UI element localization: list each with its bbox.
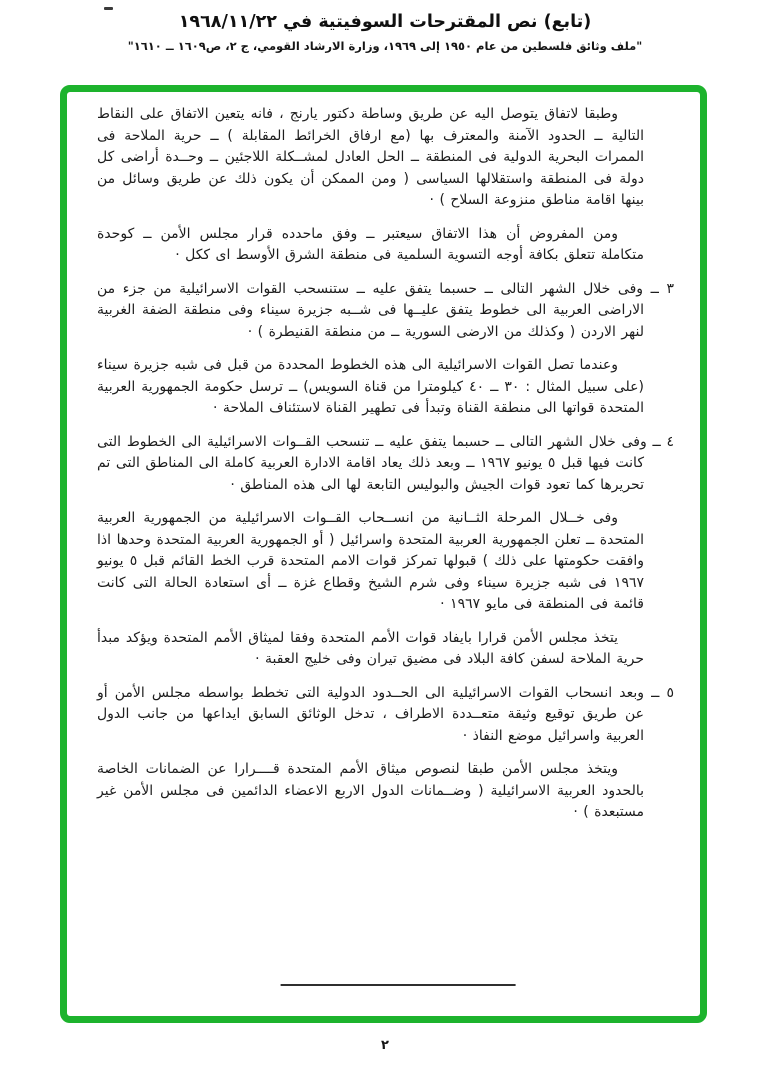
document-source-citation: "ملف وثائق فلسطين من عام ١٩٥٠ إلى ١٩٦٩، وزارة الارشاد القومي، ج ٢، ص١٦٠٩ ــ ١٦١٠" [127, 39, 643, 53]
document-numbered-paragraph: ٥ ــ وبعد انسحاب القوات الاسرائيلية الى الحــدود الدولية التى تخطط بواسطه مجلس الأمن أو عن طريق توقيع وثيقة متعــددة الاطراف ، تدخل الوثائق السابق ايداعها من جانب الدول العربية واسرائيل موضع النفاذ · [97, 684, 674, 744]
document-title: (تابع) نص المقترحات السوفيتية في ١٩٦٨/١١/٢٢ [178, 12, 592, 32]
document-paragraph: يتخذ مجلس الأمن قرارا بايفاد قوات الأمم المتحدة وفقا لميثاق الأمم المتحدة ويؤكد مبدأ حرية الملاحة لسفن كافة البلاد فى مضيق تيران وفى خليج العقبة · [97, 629, 644, 667]
document-paragraph: وعندما تصل القوات الاسرائيلية الى هذه الخطوط المحددة من قبل فى شبه جزيرة سيناء (على سبيل المثال : ٣٠ ــ ٤٠ كيلومترا من قناة السويس) ــ ترسل حكومة الجمهورية العربية المتحدة قواتها الى منطقة القناة وتبدأ فى تطهير القناة لاستئناف الملاحة · [97, 357, 644, 416]
item-number: ٣ [666, 280, 674, 297]
item-number: ٥ [666, 684, 674, 701]
document-paragraph: وفى خــلال المرحلة الثــانية من انســحاب القــوات الاسرائيلية من الجمهورية العربية المتحدة ــ تعلن الجمهورية العربية المتحدة واسرائيل ( أو الجمهورية العربية المتحدة وحدها اذا وافقت حكومتها على ذلك ) قبولها تمركز قوات الامم المتحدة قرب الخط القائم قبل ٥ يونيو ١٩٦٧ فى شبه جزيرة سيناء وفى شرم الشيخ وقطاع غزة ــ أى استعادة الحالة التى كانت قائمة فى المنطقة فى مايو ١٩٦٧ · [97, 510, 645, 612]
document-numbered-paragraph: ٣ ــ وفى خلال الشهر التالى ــ حسبما يتفق عليه ــ ستنسحب القوات الاسرائيلية من جزء من الاراضى العربية الى خطوط يتفق عليــها فى شــبه جزيرة سيناء وفى منطقة الضفة الغربية لنهر الاردن ( وكذلك من الارضى السورية ــ من منطقة القنيطرة ) · [97, 280, 674, 340]
green-highlight-frame [60, 85, 707, 1023]
page-header [0, 12, 770, 53]
document-paragraph: ويتخذ مجلس الأمن طبقا لنصوص ميثاق الأمم المتحدة قــــرارا عن الضمانات الخاصة بالحدود العربية الاسرائيلية ( وضــمانات الدول الاربع الاعضاء الدائمين فى مجلس الأمن غير مستبعدة ) · [97, 761, 644, 820]
footnote-divider-line [280, 984, 515, 986]
item-number: ٤ [666, 433, 674, 450]
paragraph-text: وفى خلال الشهر التالى ــ حسبما يتفق عليه ــ ستنسحب القوات الاسرائيلية من جزء من الاراضى العربية الى خطوط يتفق عليــها فى شــبه جزيرة سيناء وفى منطقة الضفة الغربية لنهر الاردن ( وكذلك من الارضى السورية ــ من منطقة القنيطرة ) · [97, 280, 644, 340]
paragraph-text: وبعد انسحاب القوات الاسرائيلية الى الحــدود الدولية التى تخطط بواسطه مجلس الأمن أو عن طريق توقيع وثيقة متعــددة الاطراف ، تدخل الوثائق السابق ايداعها من جانب الدول العربية واسرائيل موضع النفاذ · [97, 684, 645, 744]
scan-artifact-mark [104, 7, 113, 10]
page-number: ٢ [381, 1038, 389, 1053]
document-body [67, 98, 700, 976]
paragraph-text: وفى خلال الشهر التالى ــ حسبما يتفق عليه ــ تنسحب القــوات الاسرائيلية الى الخطوط التى كانت فيها قبل ٥ يونيو ١٩٦٧ ــ وبعد ذلك يعاد اقامة الادارة العربية كاملة الى المناطق التى تم تحريرها كما تعود قوات الجيش والبوليس التابعة لها الى هذه المناطق · [97, 433, 647, 493]
document-paragraph: وطبقا لاتفاق يتوصل اليه عن طريق وساطة دكتور يارنج ، فانه يتعين الاتفاق على النقاط التالية ــ الحدود الآمنة والمعترف بها (مع ارفاق الخرائط المقابلة ) ــ حرية الملاحة فى الممرات البحرية الدولية فى المنطقة ــ الحل العادل لمشــكلة اللاجئين ــ وحــدة أراضى كل دولة فى المنطقة واستقلالها السياسى ( ومن الممكن أن يكون ذلك عن طريق وسائل من بينها اقامة مناطق منزوعة السلاح ) · [97, 106, 644, 208]
document-paragraph: ومن المفروض أن هذا الاتفاق سيعتبر ــ وفق ماحدده قرار مجلس الأمن ــ كوحدة متكاملة تتعلق بكافة أوجه التسوية السلمية فى منطقة الشرق الأوسط اى ككل · [97, 225, 644, 263]
document-numbered-paragraph: ٤ ــ وفى خلال الشهر التالى ــ حسبما يتفق عليه ــ تنسحب القــوات الاسرائيلية الى الخطوط التى كانت فيها قبل ٥ يونيو ١٩٦٧ ــ وبعد ذلك يعاد اقامة الادارة العربية كاملة الى المناطق التى تم تحريرها كما تعود قوات الجيش والبوليس التابعة لها الى هذه المناطق · [97, 433, 674, 493]
